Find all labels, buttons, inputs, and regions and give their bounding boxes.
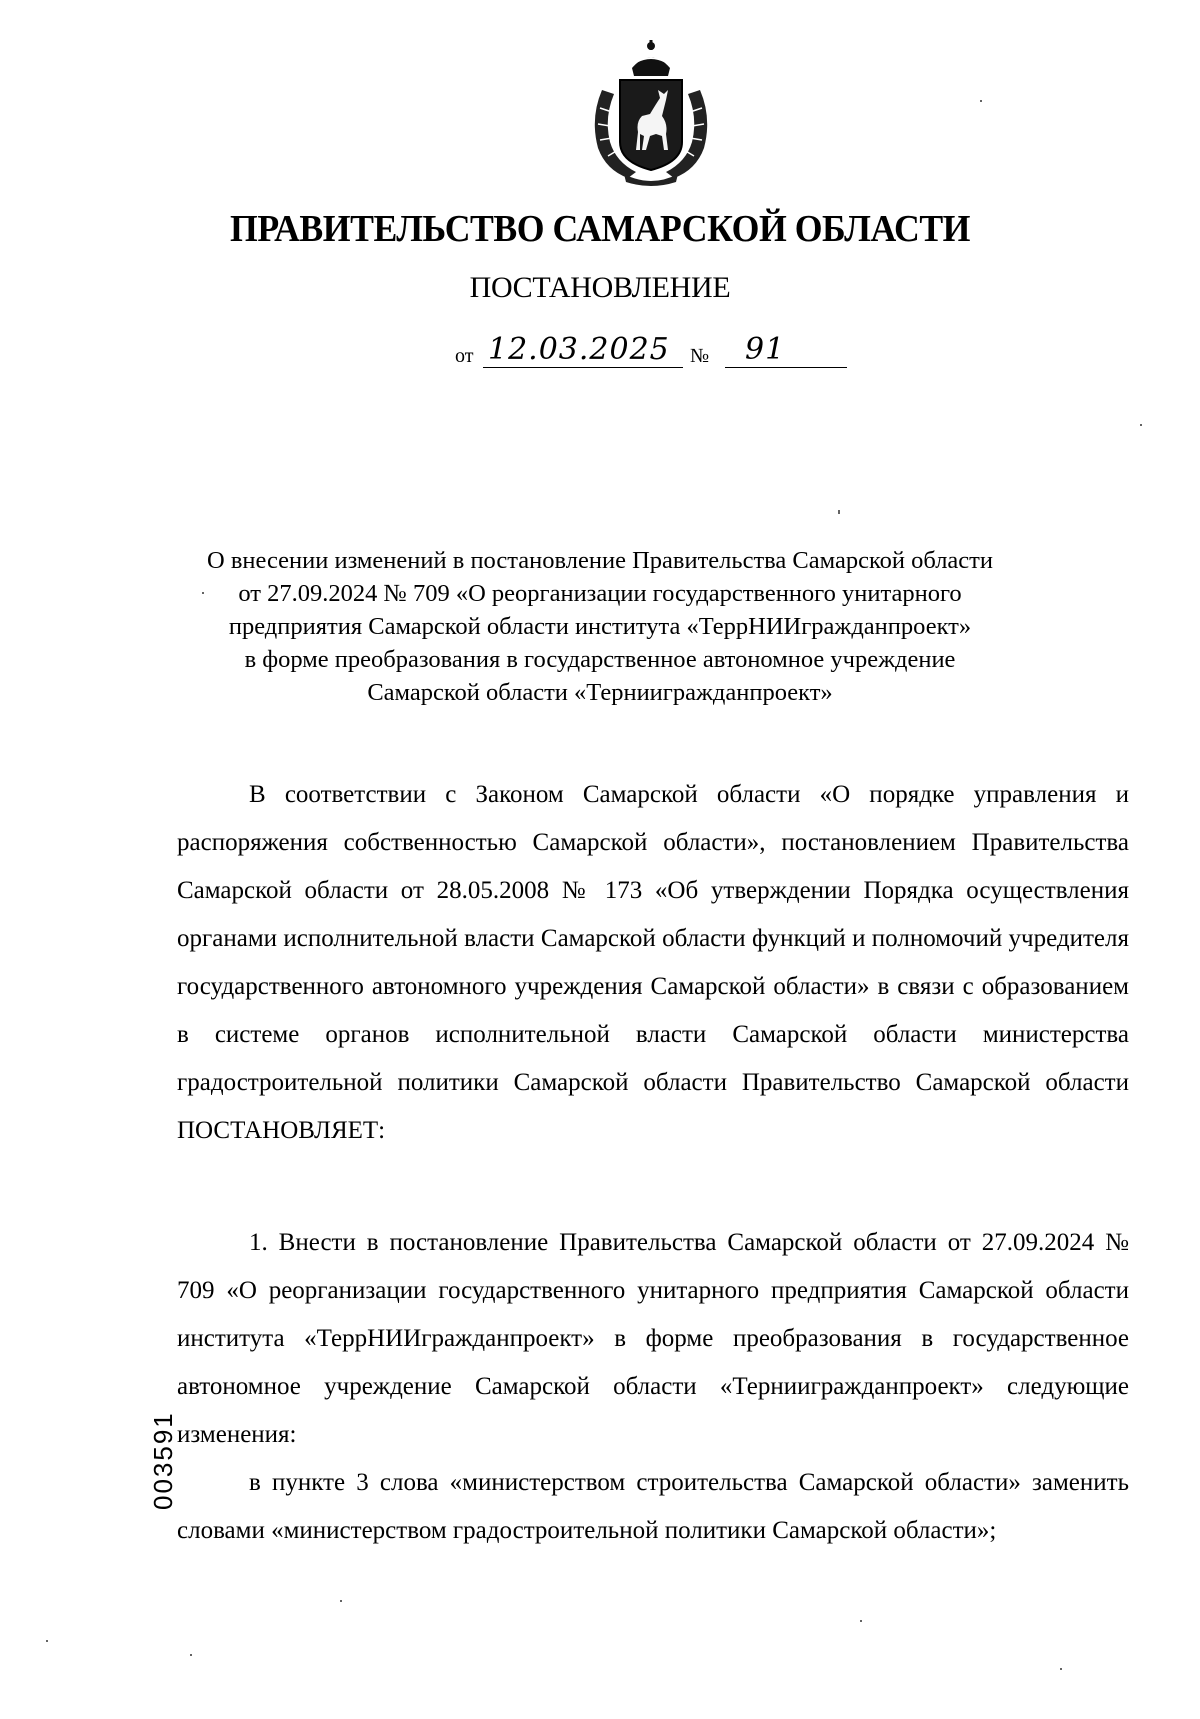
document-subject (0, 544, 1200, 709)
samara-coat-of-arms-icon (584, 38, 718, 186)
subject-line: от 27.09.2024 № 709 «О реорганизации государственного унитарного (238, 580, 962, 607)
subject-line: предприятия Самарской области института «ТеррНИИгражданпроект» (228, 613, 972, 640)
margin-serial-number: 003591 (148, 1411, 178, 1510)
number-underline (725, 367, 847, 368)
subject-line: О внесении изменений в постановление Правительства Самарской области (207, 547, 993, 574)
handwritten-number: 91 (745, 332, 786, 367)
paragraph-text: в пункте 3 слова «министерством строительства Самарской области» заменить словами «министерством градостроительной политики Самарской области»; (177, 1469, 1129, 1544)
document-type: ПОСТАНОВЛЕНИЕ (469, 271, 731, 304)
body-paragraph-amendment (177, 1459, 1129, 1555)
body-paragraph-item-1 (177, 1219, 1129, 1459)
body-paragraph-preamble (177, 771, 1129, 1155)
number-label: № (690, 345, 710, 367)
date-underline (483, 367, 683, 368)
subject-line: в форме преобразования в государственное автономное учреждение (244, 646, 956, 673)
handwritten-date: 12.03.2025 (488, 332, 670, 367)
date-label: от (455, 345, 474, 367)
paragraph-text: В соответствии с Законом Самарской области «О порядке управления и распоряжения собственностью Самарской области», постановлением Правительства Самарской области от 28.05.2008 № 173 «Об утверждении Порядка осуществления органами исполнительной власти Самарской области функций и полномочий учредителя государственного автономного учреждения Самарской области» в связи с образованием в системе органов исполнительной власти Самарской области министерства градостроительной политики Самарской области Правительство Самарской области ПОСТАНОВЛЯЕТ: (177, 781, 1129, 1144)
subject-line: Самарской области «Тернииграждaнпроект» (367, 679, 833, 706)
government-title: ПРАВИТЕЛЬСТВО САМАРСКОЙ ОБЛАСТИ (230, 208, 970, 250)
paragraph-text: 1. Внести в постановление Правительства Самарской области от 27.09.2024 № 709 «О реорганизации государственного унитарного предприятия Самарской области института «ТеррНИИгражданпроект» в форме преобразования в государственное автономное учреждение Самарской области «Тернииграждaнпроект» следующие изменения: (177, 1229, 1129, 1448)
